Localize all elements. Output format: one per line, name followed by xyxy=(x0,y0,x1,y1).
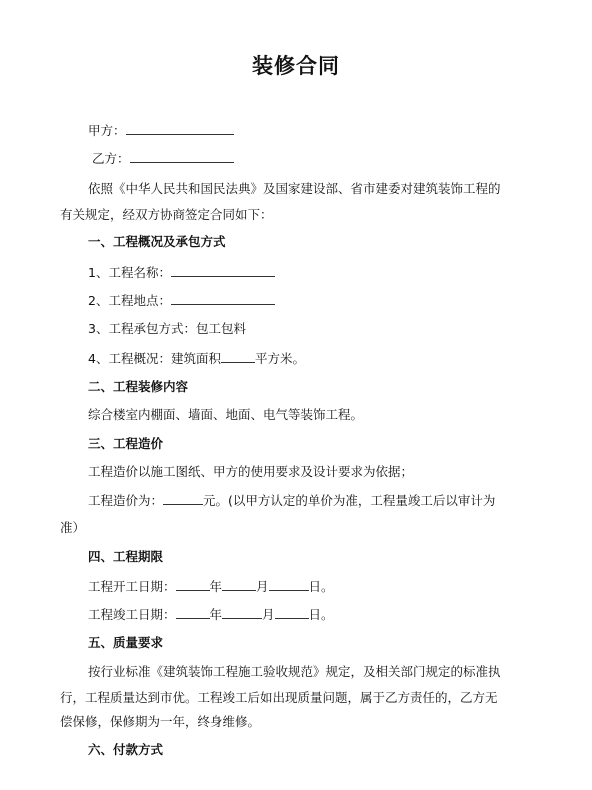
section-1-item-1 xyxy=(88,264,275,281)
end-month-blank xyxy=(222,606,262,619)
start-year-blank xyxy=(176,578,210,591)
section-6-heading: 六、付款方式 xyxy=(88,742,164,757)
year-label: 年 xyxy=(209,607,223,622)
section-3-heading: 三、工程造价 xyxy=(88,436,164,451)
section-5-line-3: 偿保修，保修期为一年，终身维修。 xyxy=(60,714,261,729)
section-5-heading: 五、质量要求 xyxy=(88,635,164,650)
start-date-label: 工程开工日期： xyxy=(88,579,176,594)
section-2-heading: 二、工程装修内容 xyxy=(88,379,189,394)
item-4-suffix: 平方米。 xyxy=(254,351,305,366)
end-date-label: 工程竣工日期： xyxy=(88,607,176,622)
project-name-blank xyxy=(171,264,275,277)
month-label: 月 xyxy=(256,579,269,594)
section-1-heading: 一、工程概况及承包方式 xyxy=(88,234,226,249)
section-1-item-2 xyxy=(88,292,275,309)
section-1-item-3: 3、工程承包方式：包工包料 xyxy=(88,321,246,336)
intro-line-2: 有关规定，经双方协商签定合同如下： xyxy=(60,207,273,222)
section-2-content: 综合楼室内棚面、墙面、地面、电气等装饰工程。 xyxy=(88,407,364,422)
start-day-blank xyxy=(269,578,309,591)
item-4-prefix: 4、工程概况：建筑面积 xyxy=(88,351,221,366)
year-label: 年 xyxy=(209,579,223,594)
section-5-line-2: 行，工程质量达到市优。工程竣工后如出现质量问题，属于乙方责任的，乙方无 xyxy=(60,690,498,705)
party-b-line xyxy=(92,150,234,167)
start-month-blank xyxy=(222,578,256,591)
month-label: 月 xyxy=(262,607,275,622)
day-label: 日。 xyxy=(308,579,334,594)
end-day-blank xyxy=(275,606,309,619)
start-date-line xyxy=(88,578,334,595)
party-b-blank xyxy=(130,150,234,163)
area-blank xyxy=(221,350,255,363)
section-1-item-4 xyxy=(88,350,305,367)
section-3-line-1: 工程造价以施工图纸、甲方的使用要求及设计要求为依据； xyxy=(88,464,414,479)
item-2-label: 2、工程地点： xyxy=(88,293,171,308)
party-a-blank xyxy=(126,122,234,135)
cost-prefix: 工程造价为： xyxy=(88,493,164,508)
end-year-blank xyxy=(176,606,210,619)
party-a-label: 甲方： xyxy=(88,123,126,138)
section-3-line-2 xyxy=(88,492,495,509)
cost-suffix: 元。(以甲方认定的单价为准，工程量竣工后以审计为 xyxy=(203,493,496,508)
section-3-line-3: 准） xyxy=(60,520,86,535)
section-5-line-1: 按行业标准《建筑装饰工程施工验收规范》规定，及相关部门规定的标准执 xyxy=(88,664,501,679)
day-label: 日。 xyxy=(308,607,334,622)
project-location-blank xyxy=(171,292,275,305)
end-date-line xyxy=(88,606,334,623)
document-title: 装修合同 xyxy=(252,54,340,78)
party-b-label: 乙方： xyxy=(92,151,130,166)
section-4-heading: 四、工程期限 xyxy=(88,549,164,564)
cost-blank xyxy=(163,492,203,505)
intro-line-1: 依照《中华人民共和国民法典》及国家建设部、省市建委对建筑装饰工程的 xyxy=(88,181,501,196)
party-a-line xyxy=(88,122,234,139)
item-1-label: 1、工程名称： xyxy=(88,265,171,280)
